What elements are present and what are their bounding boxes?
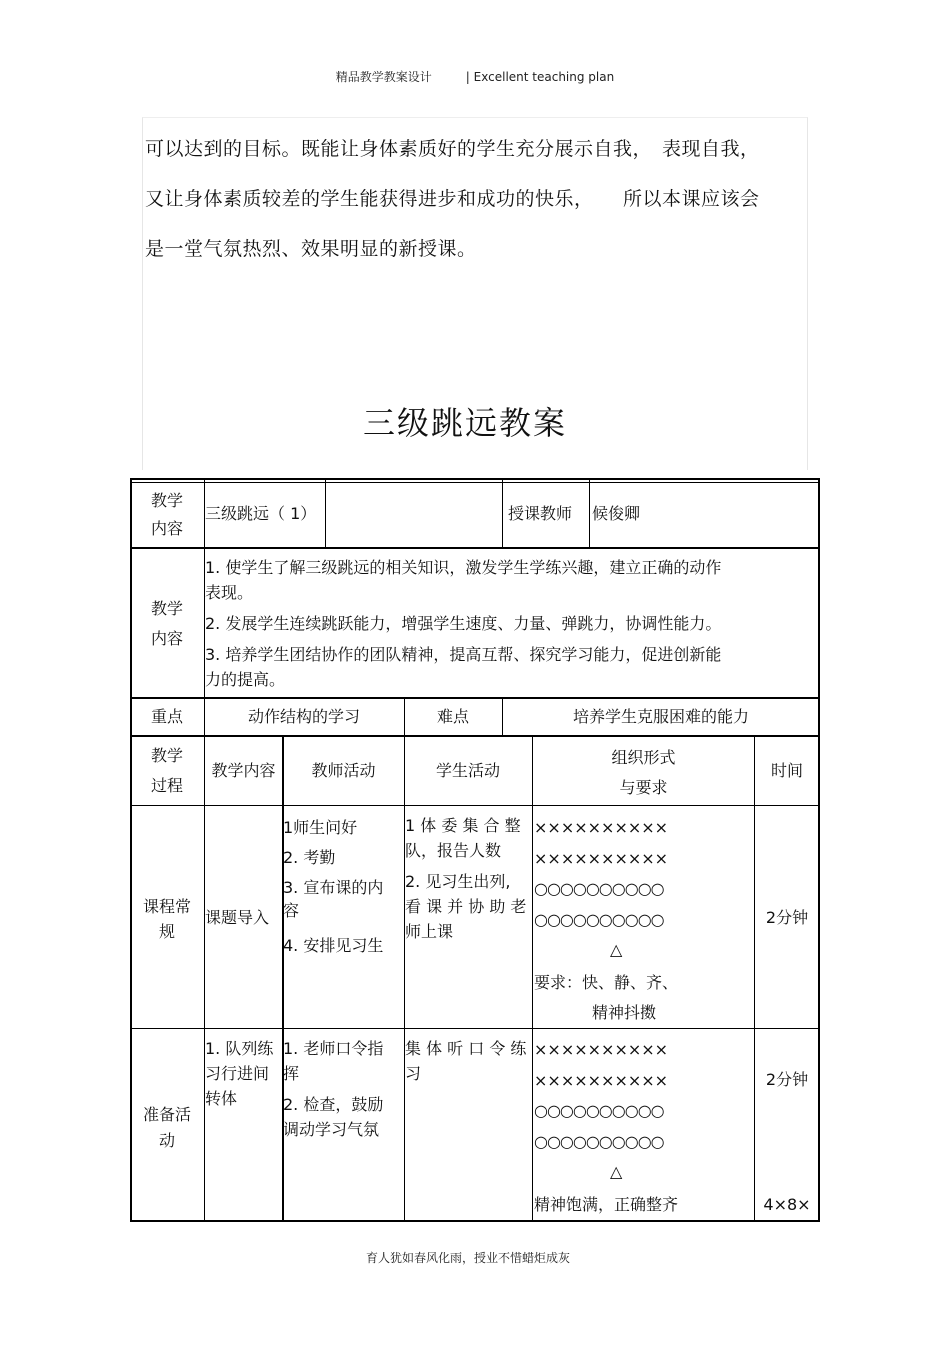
table-rule [325, 480, 326, 548]
intro-line: 又让身体素质较差的学生能获得进步和成功的快乐， 所以本课应该会 [145, 188, 760, 210]
warmup-teacher-activity [283, 1036, 403, 1142]
table-rule [754, 736, 755, 1222]
intro-line: 是一堂气氛热烈、效果明显的新授课。 [145, 238, 477, 260]
formation-line: ×××××××××× [534, 848, 669, 868]
content-label [132, 487, 202, 543]
objectives-label [132, 594, 202, 654]
warmup-student-activity [405, 1036, 532, 1086]
stage-warmup [132, 1102, 202, 1154]
lesson-topic: 三级跳远（ 1） [205, 504, 317, 523]
objective-line: 2. 发展学生连续跳跃能力，增强学生速度、力量、弹跳力，协调性能力。 [205, 614, 722, 633]
table-rule [532, 736, 533, 1222]
formation-line: ○○○○○○○○○○ [534, 1131, 664, 1151]
formation-line: ○○○○○○○○○○ [534, 879, 664, 898]
intro-paragraph [145, 124, 805, 274]
warmup-content [205, 1036, 282, 1111]
student-activity-header: 学生活动 [435, 761, 500, 780]
routine-formation [534, 813, 753, 1029]
content-header: 教学内容 [211, 761, 276, 780]
warmup-reps: 4×8× [763, 1195, 811, 1214]
page-footer: 育人犹如春风化雨，授业不惜蜡炬成灰 [365, 1251, 570, 1265]
routine-time: 2分钟 [765, 908, 809, 927]
routine-content: 课题导入 [205, 908, 270, 927]
requirement-line: 要求：快、静、齐、 [534, 972, 679, 992]
organization-header-line: 组织形式 [611, 748, 676, 767]
student-activity-line: 集 体 听 口 令 练 [405, 1039, 527, 1058]
routine-teacher-activity [283, 813, 403, 961]
teacher-activity-line: 挥 [283, 1064, 300, 1083]
formation-line: ×××××××××× [534, 1040, 669, 1059]
table-rule [282, 736, 284, 1222]
teacher-name: 候俊卿 [592, 504, 641, 523]
student-activity-line: 习 [405, 1064, 422, 1083]
student-activity-line: 队，报告人数 [405, 841, 502, 860]
stage-routine-text: 课程常规 [142, 897, 191, 941]
teacher-activity-line: 容 [283, 901, 300, 920]
organization-header [534, 743, 753, 803]
objectives-text [205, 555, 817, 692]
formation-line: ○○○○○○○○○○ [534, 1101, 664, 1120]
process-header-text: 教学过程 [150, 746, 183, 795]
teacher-activity-line: 2. 检查，鼓励 [283, 1095, 384, 1114]
lesson-title: 三级跳远教案 [362, 404, 567, 442]
header-right: | Excellent teaching plan [465, 70, 615, 84]
table-rule [130, 805, 820, 806]
teacher-activity-header: 教师活动 [311, 761, 376, 780]
time-header: 时间 [770, 761, 803, 780]
difficulty-label: 难点 [436, 707, 469, 726]
formation-line: ○○○○○○○○○○ [534, 909, 664, 929]
organization-header-line: 与要求 [619, 778, 668, 797]
table-rule [502, 480, 503, 548]
objectives-label-text: 教学内容 [150, 599, 183, 648]
teacher-marker: △ [610, 1162, 623, 1181]
page-header [0, 68, 950, 85]
stage-routine [132, 894, 202, 944]
teacher-activity-line: 调动学习气氛 [283, 1120, 380, 1139]
table-rule [130, 735, 820, 737]
requirement-line: 精神抖擞 [592, 1003, 657, 1022]
warmup-formation [534, 1035, 753, 1220]
teacher-activity-line: 2. 考勤 [283, 848, 336, 867]
formation-line: ×××××××××× [534, 818, 669, 837]
table-rule [502, 698, 503, 736]
difficulty-value: 培养学生克服困难的能力 [572, 707, 749, 726]
student-activity-line: 师上课 [405, 922, 454, 941]
intro-line: 可以达到的目标。既能让身体素质好的学生充分展示自我， 表现自我， [145, 138, 760, 160]
table-rule [204, 698, 205, 736]
table-rule [404, 698, 405, 736]
routine-student-activity [405, 813, 532, 944]
warmup-time: 2分钟 [765, 1070, 809, 1089]
teacher-activity-line: 4. 安排见习生 [283, 936, 384, 955]
table-rule [404, 736, 405, 1222]
teacher-label: 授课教师 [508, 504, 573, 523]
process-header [132, 741, 202, 801]
teacher-activity-line: 1. 老师口令指 [283, 1039, 384, 1058]
key-point-value: 动作结构的学习 [247, 707, 360, 726]
warmup-content-line: 习行进间 [205, 1064, 270, 1083]
student-activity-line: 2. 见习生出列, [405, 872, 511, 891]
objective-line: 3. 培养学生团结协作的团队精神，提高互帮、探究学习能力，促进创新能 [205, 645, 722, 664]
table-rule [589, 480, 590, 548]
formation-line: ×××××××××× [534, 1070, 669, 1090]
table-rule [130, 482, 820, 483]
table-rule [130, 547, 820, 549]
content-label-text: 教学内容 [150, 491, 183, 538]
teacher-marker: △ [610, 940, 623, 959]
objective-line: 力的提高。 [205, 670, 286, 689]
teacher-activity-line: 3. 宣布课的内 [283, 878, 384, 897]
student-activity-line: 看 课 并 协 助 老 [405, 897, 527, 916]
requirement-line: 精神饱满，正确整齐 [534, 1194, 679, 1214]
objective-line: 1. 使学生了解三级跳远的相关知识，激发学生学练兴趣，建立正确的动作 [205, 558, 722, 577]
table-rule [204, 736, 205, 1222]
header-left: 精品教学教案设计 [335, 70, 432, 84]
stage-warmup-text: 准备活动 [142, 1105, 191, 1150]
warmup-content-line: 转体 [205, 1089, 238, 1108]
key-point-label: 重点 [150, 707, 183, 726]
student-activity-line: 1 体 委 集 合 整 [405, 816, 521, 835]
warmup-content-line: 1. 队列练 [205, 1039, 274, 1058]
table-rule [130, 697, 820, 699]
objective-line: 表现。 [205, 583, 254, 602]
teacher-activity-line: 1师生问好 [283, 818, 358, 837]
